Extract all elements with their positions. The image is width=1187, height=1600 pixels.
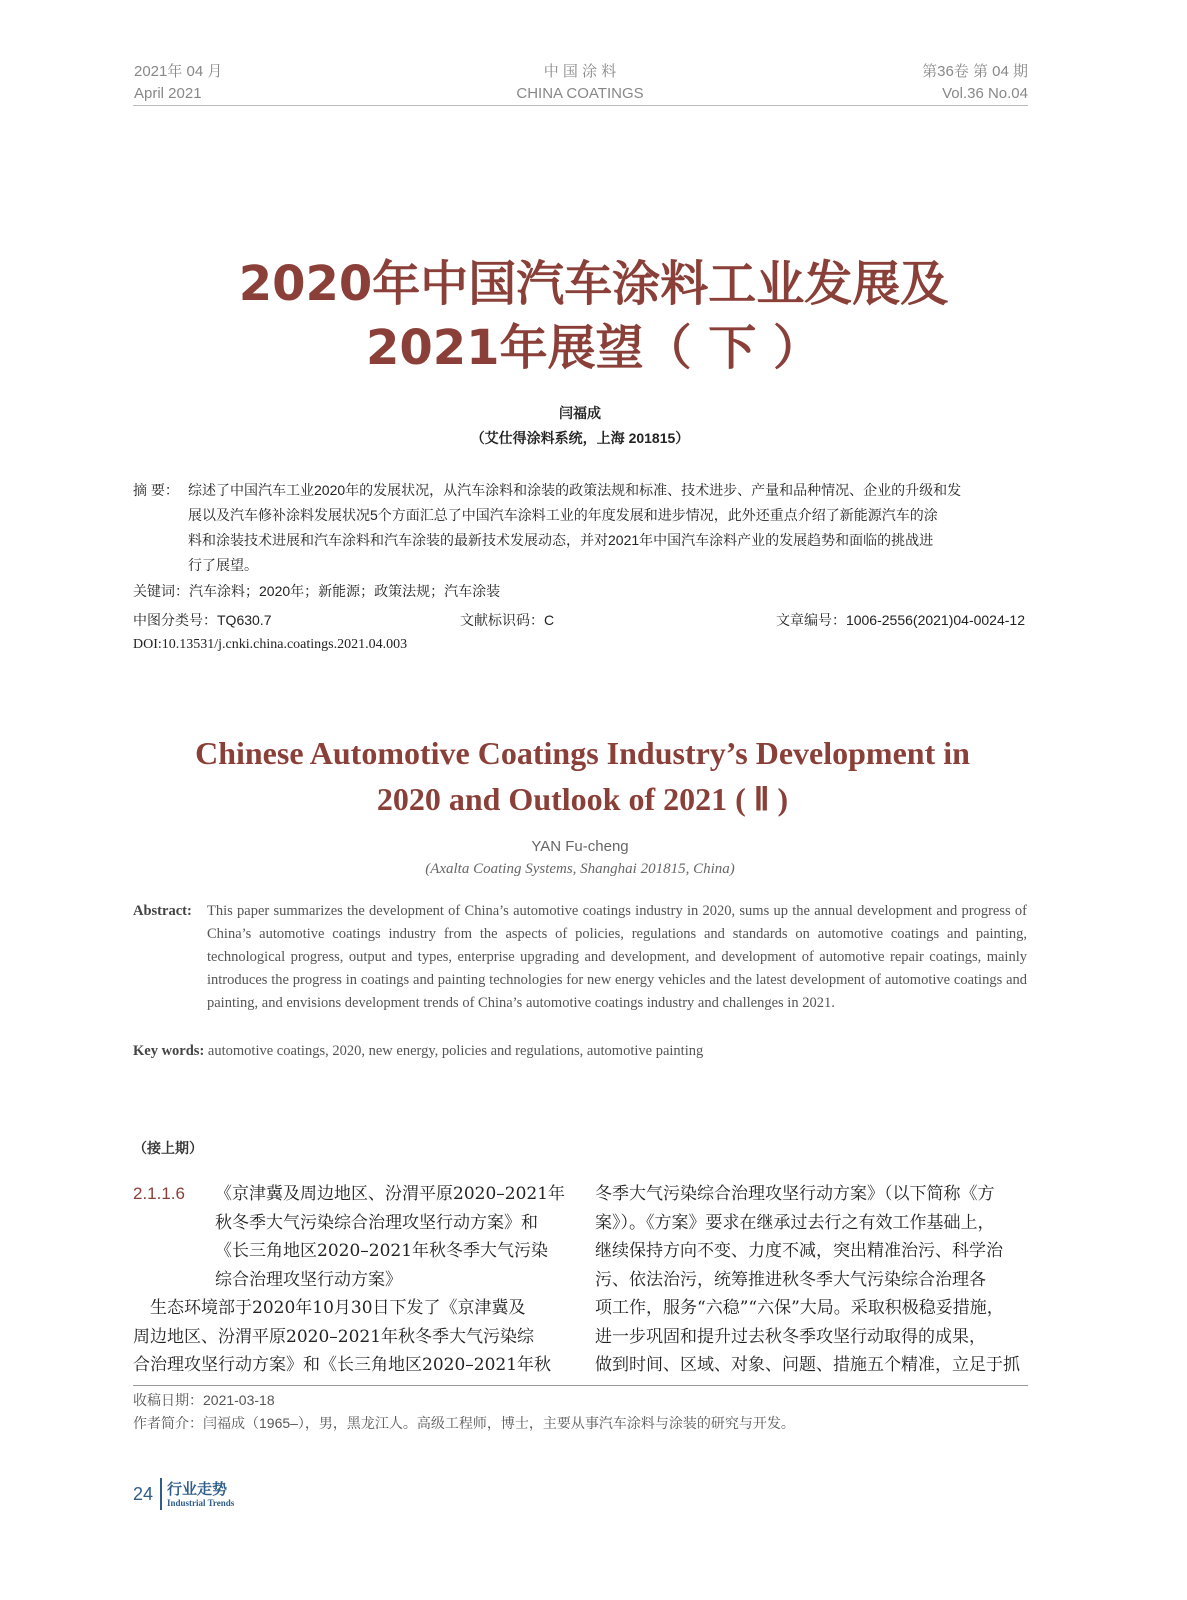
footer-divider	[160, 1478, 162, 1510]
abstract-en-label: Abstract:	[133, 903, 192, 919]
title-cn	[0, 252, 1187, 380]
keywords-en-label: Key words:	[133, 1043, 205, 1059]
keywords-en	[133, 1040, 703, 1063]
body-line: 冬季大气污染综合治理攻坚行动方案》（以下简称《方	[595, 1184, 995, 1204]
body-line: 合治理攻坚行动方案》和《长三角地区2020–2021年秋	[133, 1355, 552, 1375]
continued-note: （接上期）	[133, 1142, 203, 1157]
title-cn-line: 2020年中国汽车涂料工业发展及	[238, 256, 949, 312]
title-cn-line: 2021年展望（ 下 ）	[365, 320, 822, 376]
author-en: YAN Fu-cheng	[531, 838, 629, 855]
header-date-cn: 2021年 04 月	[134, 63, 223, 80]
abstract-cn-line: 展以及汽车修补涂料发展状况5个方面汇总了中国汽车涂料工业的年度发展和进步情况，此外还重点介绍了新能源汽车的涂	[188, 507, 938, 523]
title-en-line: 2020 and Outlook of 2021 ( Ⅱ )	[376, 781, 789, 817]
abstract-en-text: This paper summarizes the development of China’s automotive coatings industry in 2020, sums up the annual development and progress of China’s automotive coatings industry from the aspects of policies, regulations and standards on automotive coatings and painting, technological progress, output and types, enterprise upgrading and development, and development of automotive repair coatings, mainly introduces the progress in coatings and painting technologies for new energy vehicles and the latest development of automotive coatings and painting, and envisions development trends of China’s automotive coatings industry and challenges in 2021.	[207, 903, 1027, 1011]
right-column	[595, 1180, 1030, 1380]
header-journal-cn: 中 国 涂 料	[543, 63, 617, 80]
section-number: 2.1.1.6	[133, 1184, 185, 1203]
abstract-cn	[133, 478, 1033, 578]
body-line: 继续保持方向不变、力度不减，突出精准治污、科学治	[595, 1241, 1003, 1261]
header-journal-en: CHINA COATINGS	[516, 85, 644, 102]
body-line: 案》）。《方案》要求在继承过去行之有效工作基础上，	[595, 1212, 995, 1233]
article-number: 文章编号：1006-2556(2021)04-0024-12	[775, 612, 1025, 628]
abstract-en	[133, 900, 1027, 1015]
section-heading-line: 综合治理攻坚行动方案》	[215, 1269, 402, 1290]
column-name-cn: 行业走势	[167, 1481, 228, 1498]
body-line: 进一步巩固和提升过去秋冬季攻坚行动取得的成果，	[595, 1326, 986, 1347]
header-issue	[922, 61, 1028, 105]
keywords-cn: 关键词：汽车涂料；2020年；新能源；政策法规；汽车涂装	[133, 583, 501, 599]
section-heading-line: 《京津冀及周边地区、汾渭平原2020–2021年	[215, 1184, 566, 1204]
keywords-en-text: automotive coatings, 2020, new energy, policies and regulations, automotive painting	[207, 1043, 704, 1059]
header-journal	[480, 61, 680, 105]
clc-number: 中图分类号：TQ630.7	[133, 612, 272, 628]
body-line: 生态环境部于2020年10月30日下发了《京津冀及	[133, 1298, 526, 1318]
received-date: 收稿日期：2021-03-18	[133, 1392, 275, 1408]
header-date-en: April 2021	[134, 85, 202, 102]
affiliation-cn: （艾仕得涂料系统，上海 201815）	[470, 430, 690, 446]
author-bio: 作者简介：闫福成（1965–），男，黑龙江人。高级工程师，博士，主要从事汽车涂料与涂装的研究与开发。	[133, 1415, 795, 1431]
abstract-cn-line: 综述了中国汽车工业2020年的发展状况，从汽车涂料和涂装的政策法规和标准、技术进步、产量和品种情况、企业的升级和发	[188, 482, 962, 498]
header-issue-cn: 第36卷 第 04 期	[922, 63, 1028, 80]
body-line: 项工作，服务“六稳”“六保”大局。采取积极稳妥措施，	[595, 1298, 1004, 1318]
left-column	[133, 1180, 573, 1380]
column-name-en: Industrial Trends	[167, 1498, 235, 1508]
title-en	[0, 730, 1165, 822]
header-rule	[133, 105, 1028, 106]
title-en-line: Chinese Automotive Coatings Industry’s Development in	[195, 735, 970, 771]
document-code: 文献标识码：C	[460, 612, 555, 628]
author-cn: 闫福成	[559, 405, 601, 421]
affiliation-en: (Axalta Coating Systems, Shanghai 201815, China)	[425, 861, 735, 877]
header-issue-en: Vol.36 No.04	[942, 85, 1028, 102]
body-line: 做到时间、区域、对象、问题、措施五个精准，立足于抓	[595, 1355, 1020, 1375]
abstract-cn-line: 行了展望。	[188, 557, 258, 573]
section-heading-line: 《长三角地区2020–2021年秋冬季大气污染	[215, 1241, 549, 1261]
body-line: 污、依法治污，统筹推进秋冬季大气污染综合治理各	[595, 1269, 986, 1290]
abstract-cn-line: 料和涂装技术进展和汽车涂料和汽车涂装的最新技术发展动态，并对2021年中国汽车涂料产业的发展趋势和面临的挑战进	[188, 532, 934, 548]
section-heading	[133, 1180, 573, 1294]
footnote-rule	[133, 1385, 1028, 1386]
section-heading-line: 秋冬季大气污染综合治理攻坚行动方案》和	[215, 1212, 538, 1233]
abstract-cn-label: 摘 要：	[133, 482, 179, 498]
page-number: 24	[133, 1484, 154, 1504]
body-line: 周边地区、汾渭平原2020–2021年秋冬季大气污染综	[133, 1326, 535, 1347]
header-date	[134, 61, 222, 105]
doi: DOI:10.13531/j.cnki.china.coatings.2021.04.003	[133, 637, 408, 652]
